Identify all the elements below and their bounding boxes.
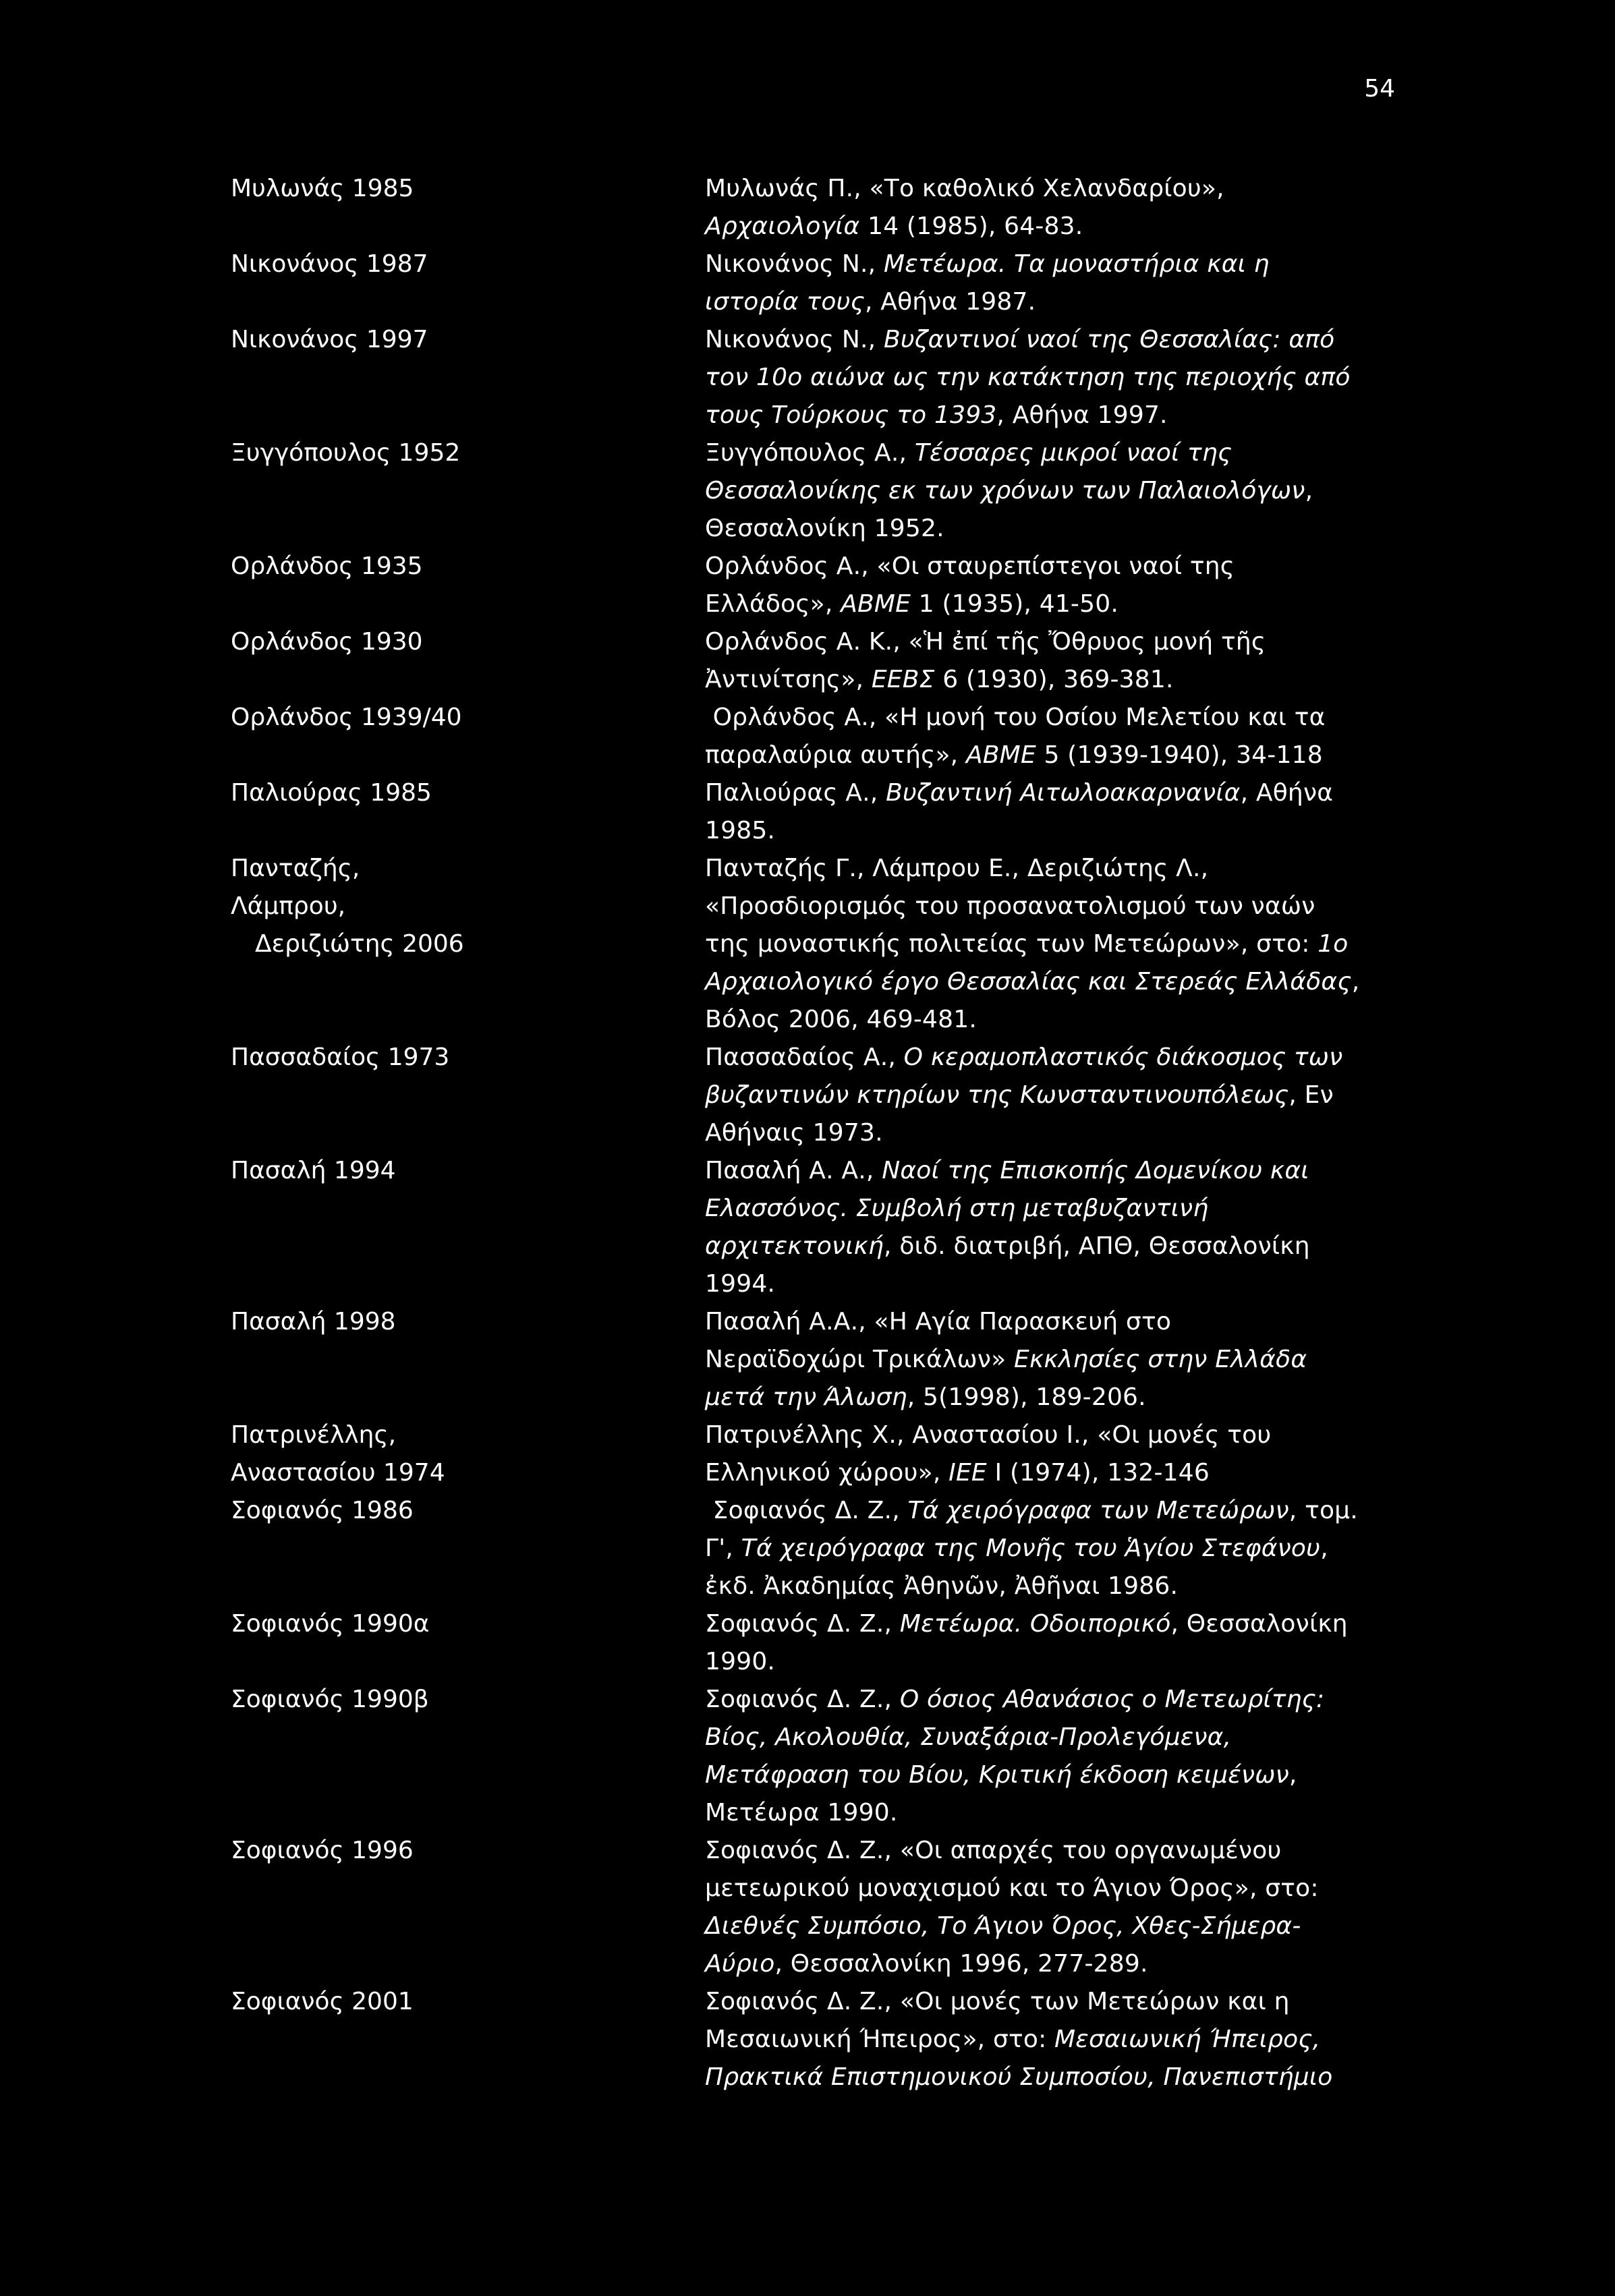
short-citation-line: Παλιούρας 1985 <box>231 779 432 807</box>
reference-italic-text: Ο όσιος Αθανάσιος ο Μετεωρίτης: <box>899 1686 1325 1713</box>
reference-text: Αθήναις 1973. <box>705 1119 883 1147</box>
reference-italic-text: αρχιτεκτονική <box>705 1232 884 1260</box>
bibliography-entry <box>0 1303 1615 1416</box>
short-citation-line: Νικονάνος 1997 <box>231 326 428 353</box>
entry-full-reference <box>472 774 1380 850</box>
short-citation-line: Δεριζιώτης 2006 <box>255 930 464 958</box>
short-citation-line: Σοφιανός 1996 <box>231 1837 414 1864</box>
bibliography-entry <box>0 321 1615 434</box>
reference-text: Ελλάδος», <box>705 590 841 618</box>
bibliography-entry <box>0 1416 1615 1492</box>
reference-text: Σοφιανός Δ. Ζ., <box>705 1686 900 1713</box>
reference-line <box>705 699 1380 737</box>
entry-short-citation <box>0 321 472 359</box>
reference-text: παραλαύρια αυτής», <box>705 741 966 769</box>
reference-line <box>705 1492 1380 1530</box>
reference-text: Σοφιανός Δ. Ζ., <box>705 1497 908 1524</box>
reference-line <box>705 1379 1380 1416</box>
reference-line <box>705 1832 1380 1870</box>
reference-line <box>705 1945 1380 1983</box>
reference-text: , <box>1305 477 1313 505</box>
entry-short-citation <box>0 1605 472 1643</box>
reference-text: , διδ. διατριβή, ΑΠΘ, Θεσσαλονίκη <box>884 1232 1310 1260</box>
reference-line <box>705 850 1380 888</box>
reference-italic-text: ΕΕΒΣ <box>871 666 935 693</box>
reference-italic-text: Τά χειρόγραφα της Μονῆς του Ἁγίου Στεφάνου <box>741 1534 1321 1562</box>
reference-text: , <box>1288 1761 1297 1789</box>
short-citation-line: Ξυγγόπουλος 1952 <box>231 439 461 467</box>
reference-line <box>705 1643 1380 1681</box>
reference-text: Γ', <box>705 1534 741 1562</box>
reference-text: 1 (1935), 41-50. <box>911 590 1118 618</box>
reference-text: , τομ. <box>1288 1497 1358 1524</box>
reference-text: ἐκδ. Ἀκαδημίας Ἀθηνῶν, Ἀθῆναι 1986. <box>705 1572 1179 1600</box>
reference-line <box>705 963 1380 1001</box>
entry-short-citation <box>0 1152 472 1190</box>
bibliography-entry <box>0 774 1615 850</box>
reference-line <box>705 1303 1380 1341</box>
reference-italic-text: Μετέωρα. Οδοιπορικό <box>899 1610 1171 1638</box>
entry-full-reference <box>472 1681 1380 1832</box>
reference-line <box>705 1265 1380 1303</box>
reference-text: 5 (1939-1940), 34-118 <box>1036 741 1323 769</box>
reference-line <box>705 1228 1380 1265</box>
reference-text: Πασσαδαίος Α., <box>705 1043 904 1071</box>
reference-text: , Αθήνα 1987. <box>864 288 1036 316</box>
reference-italic-text: Τέσσαρες μικροί ναοί της <box>914 439 1232 467</box>
reference-text: Πανταζής Γ., Λάμπρου Ε., Δεριζιώτης Λ., <box>705 855 1209 882</box>
reference-italic-text: Τά χειρόγραφα των Μετεώρων <box>907 1497 1289 1524</box>
bibliography-entry <box>0 548 1615 623</box>
short-citation-line: Πανταζής, Λάμπρου, <box>231 855 360 920</box>
short-citation-line: Σοφιανός 1990α <box>231 1610 430 1638</box>
reference-italic-text: Βυζαντινοί ναοί της Θεσσαλίας: από <box>883 326 1335 353</box>
reference-line <box>705 359 1380 397</box>
reference-line <box>705 1568 1380 1605</box>
bibliography-entry <box>0 850 1615 1039</box>
reference-line <box>705 774 1380 812</box>
reference-line <box>705 510 1380 548</box>
reference-text: Νικονάνος Ν., <box>705 326 884 353</box>
reference-text: «Προσδιορισμός του προσανατολισμού των ναών <box>705 892 1315 920</box>
reference-text: , Θεσσαλονίκη 1996, 277-289. <box>774 1950 1148 1978</box>
reference-text: , <box>1351 968 1360 996</box>
reference-line <box>705 246 1380 283</box>
reference-text: , Αθήνα 1997. <box>996 401 1168 429</box>
reference-line <box>705 623 1380 661</box>
entry-short-citation <box>0 434 472 472</box>
reference-text: Σοφιανός Δ. Ζ., «Οι μονές των Μετεώρων και η <box>705 1988 1290 2015</box>
reference-italic-text: Πρακτικά Επιστημονικού Συμποσίου, Πανεπιστήμιο <box>705 2063 1333 2091</box>
reference-line <box>705 321 1380 359</box>
reference-text: Μυλωνάς Π., «Το καθολικό Χελανδαρίου», <box>705 175 1224 202</box>
reference-italic-text: ιστορία τους <box>705 288 865 316</box>
entry-full-reference <box>472 170 1380 246</box>
reference-line <box>705 1530 1380 1568</box>
entry-short-citation <box>0 548 472 585</box>
reference-italic-text: Μετάφραση του Βίου, Κριτική έκδοση κειμένων <box>705 1761 1289 1789</box>
short-citation-line: Σοφιανός 1986 <box>231 1497 414 1524</box>
reference-line <box>705 1794 1380 1832</box>
reference-line <box>705 1907 1380 1945</box>
reference-line <box>705 812 1380 850</box>
reference-text: 1994. <box>705 1270 776 1298</box>
reference-line <box>705 170 1380 208</box>
entry-full-reference <box>472 1303 1380 1416</box>
reference-line <box>705 434 1380 472</box>
reference-italic-text: Ναοί της Επισκοπής Δομενίκου και <box>882 1157 1309 1184</box>
entry-full-reference <box>472 548 1380 623</box>
reference-line <box>705 925 1380 963</box>
reference-line <box>705 888 1380 925</box>
entry-full-reference <box>472 623 1380 699</box>
reference-line <box>705 2059 1380 2096</box>
reference-line <box>705 661 1380 699</box>
reference-line <box>705 1983 1380 2021</box>
reference-line <box>705 1190 1380 1228</box>
reference-text: Νικονάνος Ν., <box>705 250 884 278</box>
bibliography-entry <box>0 1492 1615 1605</box>
short-citation-line: Ορλάνδος 1930 <box>231 628 423 656</box>
short-citation-line: Νικονάνος 1987 <box>231 250 428 278</box>
reference-text: Θεσσαλονίκη 1952. <box>705 515 944 542</box>
reference-line <box>705 283 1380 321</box>
reference-italic-text: βυζαντινών κτηρίων της Κωνσταντινουπόλεως <box>705 1081 1289 1109</box>
bibliography-list <box>0 170 1615 2096</box>
reference-italic-text: Εκκλησίες στην Ελλάδα <box>1014 1346 1307 1373</box>
entry-full-reference <box>472 1983 1380 2096</box>
reference-line <box>705 1039 1380 1077</box>
reference-line <box>705 1454 1380 1492</box>
bibliography-entry <box>0 699 1615 774</box>
entry-full-reference <box>472 1492 1380 1605</box>
reference-text: , Αθήνα <box>1240 779 1334 807</box>
short-citation-line: Πατρινέλλης, Αναστασίου 1974 <box>231 1421 445 1487</box>
reference-italic-text: ΙΕΕ <box>948 1459 987 1487</box>
reference-line <box>705 737 1380 774</box>
entry-short-citation <box>0 246 472 283</box>
reference-text: Ορλάνδος Α. Κ., «Ἡ ἐπί τῆς Ὄθρυος μονή τῆς <box>705 628 1266 656</box>
reference-italic-text: 1ο <box>1318 930 1349 958</box>
reference-text: 1985. <box>705 817 776 844</box>
reference-text: 14 (1985), 64-83. <box>859 212 1083 240</box>
reference-italic-text: Ο κεραμοπλαστικός διάκοσμος των <box>903 1043 1343 1071</box>
reference-italic-text: μετά την Άλωση <box>705 1383 907 1411</box>
entry-full-reference <box>472 1152 1380 1303</box>
reference-text: Παλιούρας Α., <box>705 779 886 807</box>
reference-italic-text: Διεθνές Συμπόσιο, Το Άγιον Όρος, Χθες-Σήμερα- <box>705 1912 1301 1940</box>
reference-line <box>705 1719 1380 1756</box>
reference-text: 1990. <box>705 1648 776 1675</box>
entry-full-reference <box>472 321 1380 434</box>
entry-full-reference <box>472 699 1380 774</box>
reference-text: Ορλάνδος Α., «Οι σταυρεπίστεγοι ναοί της <box>705 552 1235 580</box>
reference-text: , <box>1320 1534 1328 1562</box>
short-citation-line: Ορλάνδος 1939/40 <box>231 704 462 731</box>
reference-text: Νεραϊδοχώρι Τρικάλων» <box>705 1346 1015 1373</box>
reference-italic-text: Αρχαιολογία <box>705 212 860 240</box>
reference-italic-text: Βίος, Ακολουθία, Συναξάρια-Προλεγόμενα, <box>705 1723 1232 1751</box>
reference-line <box>705 1114 1380 1152</box>
reference-text: της μοναστικής πολιτείας των Μετεώρων», στο: <box>705 930 1318 958</box>
entry-short-citation <box>0 1039 472 1077</box>
reference-text: Μετέωρα 1990. <box>705 1799 898 1827</box>
reference-text: μετεωρικού μοναχισμού και το Άγιον Όρος», στο: <box>705 1874 1319 1902</box>
reference-text: Πασαλή Α.Α., «Η Αγία Παρασκευή στο <box>705 1308 1172 1336</box>
reference-text: Μεσαιωνική Ήπειρος», στο: <box>705 2026 1055 2053</box>
reference-line <box>705 548 1380 585</box>
reference-text: Ἀντινίτσης», <box>705 666 872 693</box>
entry-short-citation <box>0 699 472 737</box>
entry-short-citation <box>0 1983 472 2021</box>
reference-line <box>705 1341 1380 1379</box>
short-citation-line: Σοφιανός 2001 <box>231 1988 414 2015</box>
entry-full-reference <box>472 1605 1380 1681</box>
reference-text: Σοφιανός Δ. Ζ., «Οι απαρχές του οργανωμένου <box>705 1837 1282 1864</box>
bibliography-entry <box>0 1681 1615 1832</box>
entry-short-citation <box>0 1492 472 1530</box>
reference-text: , 5(1998), 189-206. <box>907 1383 1146 1411</box>
reference-italic-text: Ελασσόνος. Συμβολή στη μεταβυζαντινή <box>705 1195 1209 1222</box>
reference-text: Ι (1974), 132-146 <box>986 1459 1210 1487</box>
short-citation-line: Πασαλή 1994 <box>231 1157 396 1184</box>
entry-full-reference <box>472 850 1380 1039</box>
entry-short-citation <box>0 850 472 963</box>
bibliography-entry <box>0 1983 1615 2096</box>
entry-full-reference <box>472 246 1380 321</box>
entry-full-reference <box>472 434 1380 548</box>
reference-line <box>705 1605 1380 1643</box>
reference-line <box>705 1756 1380 1794</box>
reference-text: , Εν <box>1288 1081 1334 1109</box>
short-citation-line: Σοφιανός 1990β <box>231 1686 429 1713</box>
reference-italic-text: ΑΒΜΕ <box>965 741 1036 769</box>
entry-short-citation <box>0 1416 472 1492</box>
entry-full-reference <box>472 1416 1380 1492</box>
reference-text: Βόλος 2006, 469-481. <box>705 1006 977 1033</box>
page-number: 54 <box>1364 75 1395 103</box>
reference-italic-text: Αύριο <box>705 1950 775 1978</box>
reference-italic-text: τους Τούρκους το 1393 <box>705 401 997 429</box>
short-citation-line: Πασαλή 1998 <box>231 1308 396 1336</box>
reference-line <box>705 1077 1380 1114</box>
reference-line <box>705 1001 1380 1039</box>
reference-text: Ορλάνδος Α., «Η μονή του Οσίου Μελετίου και τα <box>705 704 1326 731</box>
bibliography-entry <box>0 246 1615 321</box>
bibliography-entry <box>0 1832 1615 1983</box>
reference-line <box>705 1152 1380 1190</box>
entry-short-citation <box>0 1681 472 1719</box>
reference-line <box>705 397 1380 434</box>
reference-text: , Θεσσαλονίκη <box>1170 1610 1348 1638</box>
bibliography-entry <box>0 1039 1615 1152</box>
entry-short-citation <box>0 1303 472 1341</box>
entry-full-reference <box>472 1039 1380 1152</box>
reference-line <box>705 585 1380 623</box>
entry-short-citation <box>0 170 472 208</box>
reference-italic-text: Θεσσαλονίκης εκ των χρόνων των Παλαιολόγων <box>705 477 1305 505</box>
reference-italic-text: Μεσαιωνική Ήπειρος, <box>1054 2026 1321 2053</box>
bibliography-entry <box>0 434 1615 548</box>
short-citation-line: Μυλωνάς 1985 <box>231 175 414 202</box>
entry-short-citation <box>0 774 472 812</box>
reference-text: Σοφιανός Δ. Ζ., <box>705 1610 900 1638</box>
entry-short-citation <box>0 1832 472 1870</box>
reference-italic-text: ΑΒΜΕ <box>841 590 911 618</box>
reference-text: 6 (1930), 369-381. <box>934 666 1174 693</box>
reference-line <box>705 2021 1380 2059</box>
reference-line <box>705 1870 1380 1907</box>
reference-italic-text: τον 10ο αιώνα ως την κατάκτηση της περιοχής από <box>705 364 1351 391</box>
reference-line <box>705 472 1380 510</box>
reference-line <box>705 1416 1380 1454</box>
entry-short-citation <box>0 623 472 661</box>
short-citation-line: Πασσαδαίος 1973 <box>231 1043 450 1071</box>
reference-italic-text: Βυζαντινή Αιτωλοακαρνανία <box>886 779 1241 807</box>
bibliography-entry <box>0 1605 1615 1681</box>
bibliography-entry <box>0 1152 1615 1303</box>
short-citation-line: Ορλάνδος 1935 <box>231 552 423 580</box>
reference-italic-text: Αρχαιολογικό έργο Θεσσαλίας και Στερεάς Ελλάδας <box>705 968 1352 996</box>
reference-text: Ξυγγόπουλος Α., <box>705 439 915 467</box>
reference-line <box>705 208 1380 246</box>
reference-text: Πατρινέλλης Χ., Αναστασίου Ι., «Οι μονές του <box>705 1421 1272 1449</box>
reference-text: Πασαλή Α. Α., <box>705 1157 882 1184</box>
bibliography-entry <box>0 623 1615 699</box>
reference-italic-text: Μετέωρα. Τα μοναστήρια και η <box>883 250 1270 278</box>
entry-full-reference <box>472 1832 1380 1983</box>
reference-line <box>705 1681 1380 1719</box>
bibliography-entry <box>0 170 1615 246</box>
reference-text: Ελληνικού χώρου», <box>705 1459 949 1487</box>
